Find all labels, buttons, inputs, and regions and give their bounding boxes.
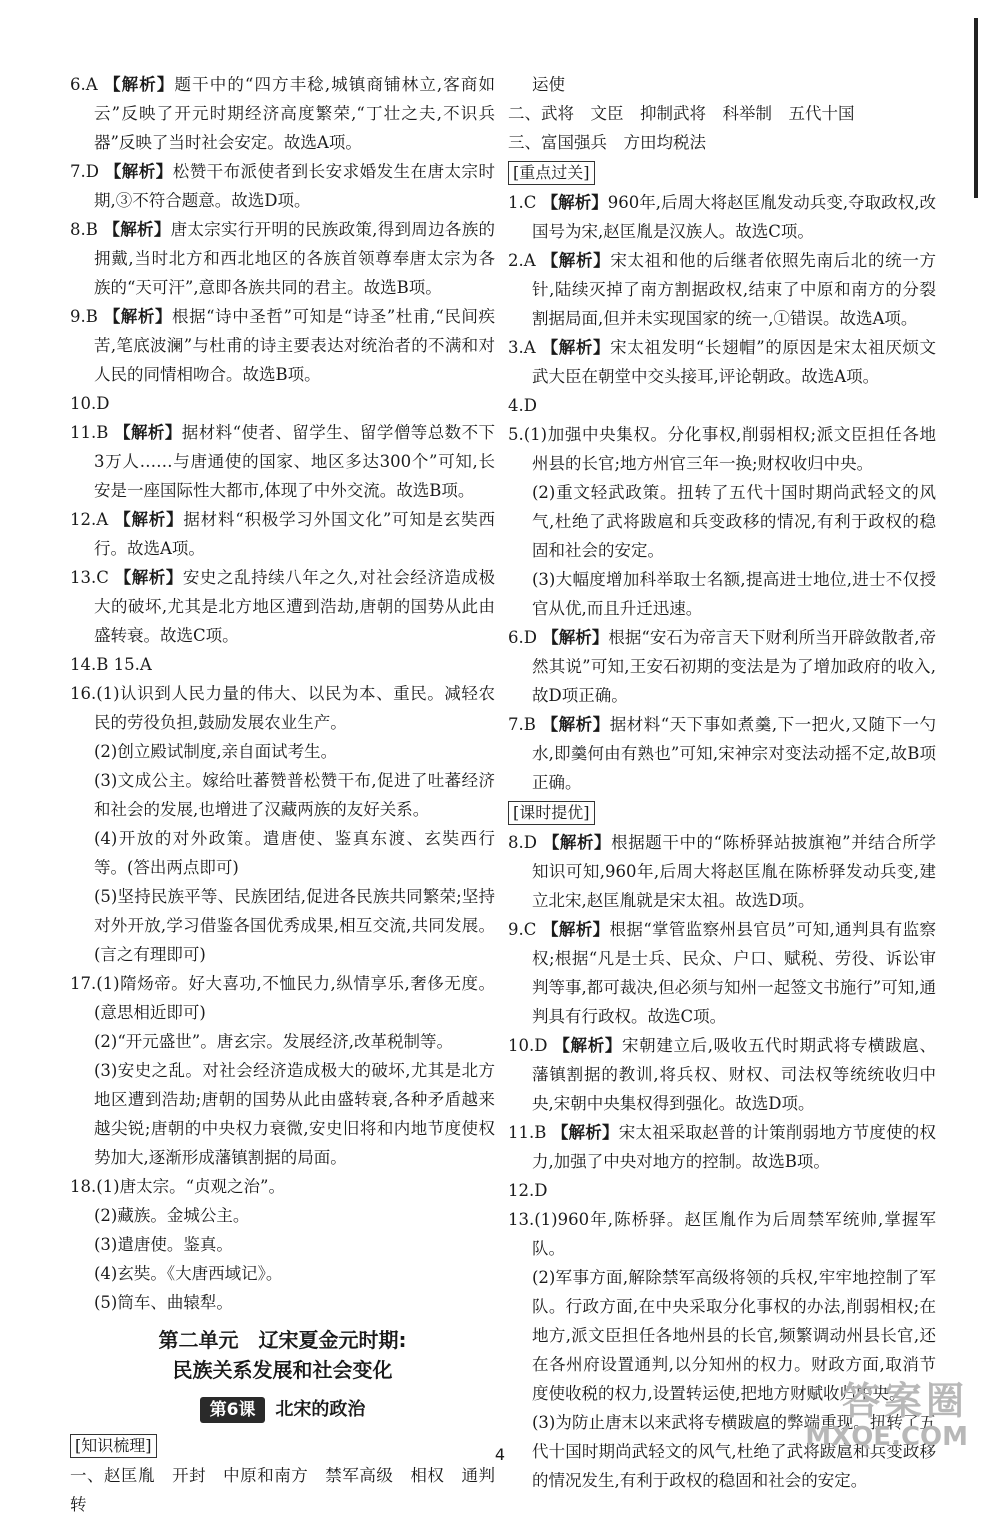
answer-item — [70, 418, 495, 505]
analysis-tag: 【解析】 — [541, 715, 610, 734]
analysis-tag: 【解析】 — [114, 423, 182, 442]
answer-text: (1)唐太宗。“贞观之治”。 — [96, 1177, 285, 1196]
answer-subitem: (3)安史之乱。对社会经济造成极大的破坏,尤其是北方地区遭到浩劫;唐朝的国势从此由盛转衰,各种矛盾越来越尖锐;唐朝的中央权力衰微,安史旧将和内地节度使权势加大,逐渐形成藩镇割据的局面。 — [94, 1061, 495, 1167]
analysis-tag: 【解析】 — [541, 338, 611, 357]
analysis-tag: 【解析】 — [103, 307, 173, 326]
answer-number: 10.D — [508, 1036, 548, 1055]
answer-text: 松赞干布派使者到长安求婚发生在唐太宗时期,③不符合题意。故选D项。 — [94, 162, 496, 210]
lesson-heading — [70, 1395, 495, 1424]
answer-number: 8.D — [508, 833, 537, 852]
answer-number: 7.B — [508, 715, 536, 734]
unit-title — [70, 1325, 495, 1385]
answer-number: 1.C — [508, 193, 537, 212]
answer-subitem: (5)坚持民族平等、民族团结,促进各民族共同繁荣;坚持对外开放,学习借鉴各国优秀成果,相互交流,共同发展。(言之有理即可) — [94, 887, 495, 964]
answer-number: 8.B — [70, 220, 98, 239]
answer-number: 12.A — [70, 510, 109, 529]
answer-number: 6.A — [70, 75, 98, 94]
answer-text: 据材料“积极学习外国文化”可知是玄奘西行。故选A项。 — [94, 510, 496, 558]
answer-item — [70, 1172, 495, 1201]
answer-subitem: (2)“开元盛世”。唐玄宗。发展经济,改革税制等。 — [94, 1032, 453, 1051]
answer-number: 13. — [508, 1210, 535, 1229]
analysis-tag: 【解析】 — [542, 628, 609, 647]
answer-text: 据材料“天下事如煮羹,下一把火,又随下一勺水,即羹何由有熟也”可知,宋神宗对变法动摇不定,故B项正确。 — [532, 715, 936, 792]
section-label-keshi: [课时提优] — [508, 801, 595, 825]
answer-text: 宋太祖采取赵普的计策削弱地方节度使的权力,加强了中央对地方的控制。故选B项。 — [532, 1123, 937, 1171]
answer-subitem: (2)重文轻武政策。扭转了五代十国时期尚武轻文的风气,杜绝了武将跋扈和兵变政移的情况,有利于政权的稳固和社会的安定。 — [532, 483, 936, 560]
section-label-zhishi: [知识梳理] — [70, 1434, 157, 1458]
left-answers — [70, 70, 495, 1317]
answer-number: 12.D — [508, 1181, 548, 1200]
answer-text: (1)隋炀帝。好大喜功,不恤民力,纵情享乐,奢侈无度。(意思相近即可) — [94, 974, 495, 1022]
answer-item — [508, 1031, 936, 1118]
analysis-tag: 【解析】 — [542, 833, 612, 852]
analysis-tag: 【解析】 — [553, 1036, 623, 1055]
lesson-title: 北宋的政治 — [275, 1399, 366, 1420]
answer-subitem: (3)文成公主。嫁给吐蕃赞普松赞干布,促进了吐蕃经济和社会的发展,也增进了汉藏两族的友好关系。 — [94, 771, 495, 819]
answer-text: 根据“诗中圣哲”可知是“诗圣”杜甫,“民间疾苦,笔底波澜”与杜甫的诗主要表达对统治者的不满和对人民的同情相吻合。故选B项。 — [94, 307, 495, 384]
answer-item — [70, 563, 495, 650]
answer-item — [508, 828, 936, 915]
answer-number: 16. — [70, 684, 97, 703]
analysis-tag: 【解析】 — [103, 220, 171, 239]
unit-title-line-1: 第二单元 辽宋夏金元时期: — [158, 1328, 407, 1352]
answer-number: 18. — [70, 1177, 97, 1196]
answer-number: 14.B 15.A — [70, 655, 152, 674]
answer-item — [70, 650, 495, 679]
answer-item — [508, 1118, 936, 1176]
lesson-badge: 第6课 — [200, 1397, 266, 1423]
answer-text: 根据“掌管监察州县官员”可知,通判具有监察权;根据“凡是士兵、民众、户口、赋税、劳役、诉讼审判等事,都可裁决,但必须与知州一起签文书施行”可知,通判具有行政权。故选C项。 — [532, 920, 936, 1026]
answer-text: 宋太祖发明“长翅帽”的原因是宋太祖厌烦文武大臣在朝堂中交头接耳,评论朝政。故选A项。 — [532, 338, 937, 386]
knowledge-line: 三、富国强兵 方田均税法 — [508, 133, 706, 152]
answer-subitem: (5)筒车、曲辕犁。 — [94, 1293, 233, 1312]
answer-text: 根据“安石为帝言天下财利所当开辟敛散者,帝然其说”可知,王安石初期的变法是为了增加政府的收入,故D项正确。 — [532, 628, 937, 705]
answer-subitem: (3)大幅度增加科举取士名额,提高进士地位,进士不仅授官从优,而且升迁迅速。 — [532, 570, 936, 618]
answer-text: 安史之乱持续八年之久,对社会经济造成极大的破坏,尤其是北方地区遭到浩劫,唐朝的国势从此由盛转衰。故选C项。 — [94, 568, 496, 645]
answer-item — [508, 188, 936, 246]
answer-subitem: (4)玄奘。《大唐西域记》。 — [94, 1264, 283, 1283]
answer-subitem: (4)开放的对外政策。遣唐使、鉴真东渡、玄奘西行等。(答出两点即可) — [94, 829, 495, 877]
answer-item — [70, 679, 495, 737]
analysis-tag: 【解析】 — [542, 920, 610, 939]
answer-item — [508, 1176, 936, 1205]
watermark-logo — [768, 1380, 968, 1452]
answer-item — [508, 246, 936, 333]
analysis-tag: 【解析】 — [104, 75, 175, 94]
answer-text: 960年,后周大将赵匡胤发动兵变,夺取政权,改国号为宋,赵匡胤是汉族人。故选C项。 — [532, 193, 937, 241]
answer-item — [70, 302, 495, 389]
answer-item — [508, 710, 936, 797]
watermark-url: MXQE.COM — [805, 1422, 968, 1452]
knowledge-line: 一、赵匡胤 开封 中原和南方 禁军高级 相权 通判 转 — [70, 1466, 512, 1514]
answer-subitem: (3)为防止唐末以来武将专横跋扈的弊端重现。扭转了五代十国时期尚武轻文的风气,杜绝了武将跋扈和兵变政移的情况发生,有利于政权的稳固和社会的安定。 — [532, 1413, 936, 1490]
answer-text: 宋太祖和他的后继者依照先南后北的统一方针,陆续灭掉了南方割据政权,结束了中原和南方的分裂割据局面,但并未实现国家的统一,①错误。故选A项。 — [532, 251, 937, 328]
answer-item — [70, 215, 495, 302]
answer-text: (1)认识到人民力量的伟大、以民为本、重民。减轻农民的劳役负担,鼓励发展农业生产。 — [94, 684, 495, 732]
answer-text: 宋朝建立后,吸收五代时期武将专横跋扈、藩镇割据的教训,将兵权、财权、司法权等统统收归中央,宋朝中央集权得到强化。故选D项。 — [532, 1036, 937, 1113]
analysis-tag: 【解析】 — [541, 251, 611, 270]
answer-number: 7.D — [70, 162, 99, 181]
answer-subitem: (2)藏族。金城公主。 — [94, 1206, 250, 1225]
answer-number: 17. — [70, 974, 97, 993]
answer-text: 据材料“使者、留学生、留学僧等总数不下3万人……与唐通使的国家、地区多达300个”可知,长安是一座国际性大都市,体现了中外交流。故选B项。 — [94, 423, 496, 500]
answer-number: 13.C — [70, 568, 109, 587]
answer-number: 4.D — [508, 396, 537, 415]
answer-number: 9.B — [70, 307, 98, 326]
answer-number: 6.D — [508, 628, 537, 647]
answer-subitem: (3)遣唐使。鉴真。 — [94, 1235, 233, 1254]
page-number: 4 — [494, 1445, 506, 1464]
answer-number: 5. — [508, 425, 524, 444]
watermark-logo-text: 答案圈 — [841, 1379, 968, 1423]
answer-text: (1)960年,陈桥驿。赵匡胤作为后周禁军统帅,掌握军队。 — [532, 1210, 936, 1258]
answer-subitem: (2)创立殿试制度,亲自面试考生。 — [94, 742, 338, 761]
analysis-tag: 【解析】 — [541, 193, 608, 212]
analysis-tag: 【解析】 — [104, 162, 173, 181]
unit-title-line-2: 民族关系发展和社会变化 — [172, 1358, 393, 1382]
answer-number: 11.B — [508, 1123, 547, 1142]
edge-bar — [974, 18, 978, 198]
answer-text: 唐太宗实行开明的民族政策,得到周边各族的拥戴,当时北方和西北地区的各族首领尊奉唐太宗为各族的“天可汗”,意即各族共同的君主。故选B项。 — [94, 220, 495, 297]
answer-text: (1)加强中央集权。分化事权,削弱相权;派文臣担任各地州县的长官;地方州官三年一换;财权收归中央。 — [523, 425, 936, 473]
answer-item — [70, 157, 495, 215]
answer-item — [508, 1205, 936, 1263]
answer-text: 根据题干中的“陈桥驿站披旗袍”并结合所学知识可知,960年,后周大将赵匡胤在陈桥驿发动兵变,建立北宋,赵匡胤就是宋太祖。故选D项。 — [532, 833, 937, 910]
answer-item — [508, 391, 936, 420]
answer-text: 题干中的“四方丰稔,城镇商铺林立,客商如云”反映了开元时期经济高度繁荣,“丁壮之夫,不识兵器”反映了当时社会安定。故选A项。 — [94, 75, 495, 152]
analysis-tag: 【解析】 — [551, 1123, 619, 1142]
answer-number: 9.C — [508, 920, 537, 939]
knowledge-line: 运使 — [532, 75, 565, 94]
answer-item — [508, 623, 936, 710]
answer-item — [70, 505, 495, 563]
knowledge-line: 二、武将 文臣 抑制武将 科举制 五代十国 — [508, 104, 855, 123]
left-column — [70, 70, 512, 1519]
answer-number: 11.B — [70, 423, 109, 442]
analysis-tag: 【解析】 — [114, 568, 183, 587]
answer-number: 10.D — [70, 394, 110, 413]
right-column — [508, 70, 936, 1495]
answer-item — [70, 70, 495, 157]
answer-number: 3.A — [508, 338, 536, 357]
section-label-zhongdian: [重点过关] — [508, 161, 595, 185]
answer-item — [508, 420, 936, 478]
answer-number: 2.A — [508, 251, 536, 270]
answer-item — [508, 915, 936, 1031]
answer-subitem: (2)军事方面,解除禁军高级将领的兵权,牢牢地控制了军队。行政方面,在中央采取分化事权的办法,削弱相权;在地方,派文臣担任各地州县的长官,频繁调动州县长官,还在各州府设置通判,以分知州的权力。财政方面,取消节度使收税的权力,设置转运使,把地方财赋收归中央。 — [532, 1268, 936, 1403]
analysis-tag: 【解析】 — [114, 510, 184, 529]
answer-item — [70, 969, 495, 1027]
answer-item — [508, 333, 936, 391]
answer-item — [70, 389, 495, 418]
